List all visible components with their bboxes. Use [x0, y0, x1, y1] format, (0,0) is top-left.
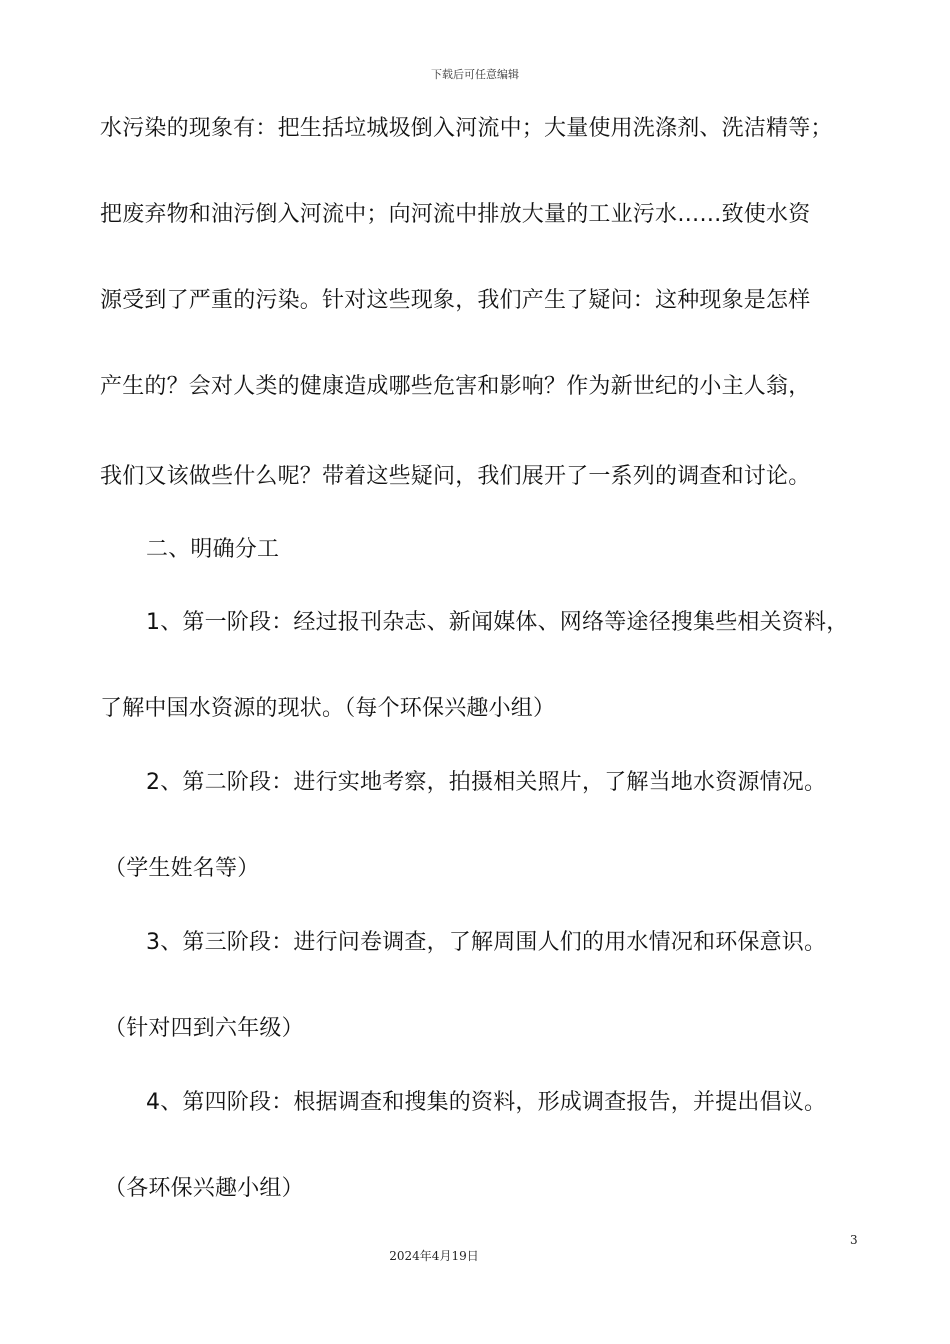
page-header-note: 下载后可任意编辑 [431, 68, 519, 81]
section-heading: 二、明确分工 [146, 537, 280, 562]
footer-date: 2024年4月19日 [389, 1249, 479, 1263]
stage-4-continuation: （各环保兴趣小组） [104, 1176, 304, 1201]
body-line-4: 产生的？会对人类的健康造成哪些危害和影响？作为新世纪的小主人翁， [100, 374, 811, 399]
stage-2-line: 2、第二阶段：进行实地考察，拍摄相关照片，了解当地水资源情况。 [146, 770, 827, 795]
body-line-1: 水污染的现象有：把生括垃城圾倒入河流中；大量使用洗涤剂、洗洁精等； [100, 116, 833, 141]
body-line-3: 源受到了严重的污染。针对这些现象，我们产生了疑问：这种现象是怎样 [100, 288, 811, 313]
stage-1-continuation: 了解中国水资源的现状。（每个环保兴趣小组） [100, 696, 556, 721]
stage-1-line: 1、第一阶段：经过报刊杂志、新闻媒体、网络等途径搜集些相关资料， [146, 610, 849, 635]
stage-4-line: 4、第四阶段：根据调查和搜集的资料，形成调查报告，并提出倡议。 [146, 1090, 827, 1115]
body-line-5: 我们又该做些什么呢？带着这些疑问，我们展开了一系列的调查和讨论。 [100, 464, 811, 489]
stage-3-line: 3、第三阶段：进行问卷调查，了解周围人们的用水情况和环保意识。 [146, 930, 827, 955]
stage-3-continuation: （针对四到六年级） [104, 1016, 304, 1041]
page-number: 3 [850, 1233, 858, 1247]
body-line-2: 把废弃物和油污倒入河流中；向河流中排放大量的工业污水……致使水资 [100, 202, 811, 227]
stage-2-continuation: （学生姓名等） [104, 856, 260, 881]
